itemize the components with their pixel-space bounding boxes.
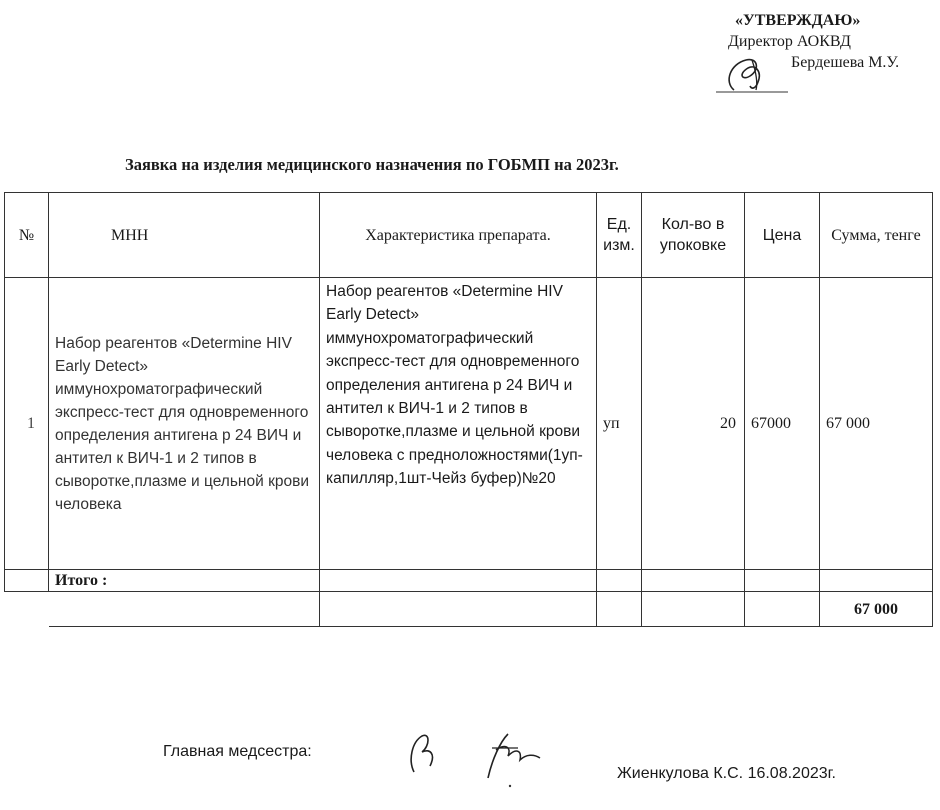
head-nurse-signature bbox=[400, 720, 560, 790]
header-characteristic: Характеристика препарата. bbox=[320, 193, 597, 278]
row-qty: 20 bbox=[642, 278, 745, 570]
total-sum: 67 000 bbox=[820, 592, 933, 627]
total-row bbox=[5, 570, 933, 592]
row-characteristic: Набор реагентов «Determine HIV Early Detect» иммунохроматографический экспресс-тест для одновременного определения антигена р 24 ВИЧ и антител к ВИЧ-1 и 2 типов в сыворотке,плазме и цельной крови человека с предноложностями(1уп-капилляр,1шт-Чейз буфер)№20 bbox=[320, 278, 597, 570]
total-sum-row bbox=[5, 592, 933, 627]
document-title: Заявка на изделия медицинского назначения по ГОБМП на 2023г. bbox=[125, 155, 619, 174]
header-sum: Сумма, тенге bbox=[820, 193, 933, 278]
approval-position: Директор АОКВД bbox=[728, 33, 851, 50]
footer-name-date: Жиенкулова К.С. 16.08.2023г. bbox=[617, 765, 836, 782]
director-signature bbox=[712, 52, 792, 98]
row-num: 1 bbox=[5, 278, 49, 570]
header-num: № bbox=[5, 193, 49, 278]
request-table bbox=[4, 192, 933, 627]
row-unit: уп bbox=[597, 278, 642, 570]
header-price: Цена bbox=[745, 193, 820, 278]
footer-label: Главная медсестра: bbox=[163, 743, 312, 760]
total-label: Итого : bbox=[49, 570, 320, 592]
approval-title: «УТВЕРЖДАЮ» bbox=[735, 12, 861, 29]
table-row bbox=[5, 278, 933, 570]
table-header-row bbox=[5, 193, 933, 278]
row-mnn: Набор реагентов «Determine HIV Early Detect» иммунохроматографический экспресс-тест для одновременного определения антигена р 24 ВИЧ и антител к ВИЧ-1 и 2 типов в сыворотке,плазме и цельной крови человека bbox=[49, 278, 320, 570]
header-unit: Ед. изм. bbox=[597, 193, 642, 278]
header-mnn: МНН bbox=[49, 193, 320, 278]
header-qty: Кол-во в упоковке bbox=[642, 193, 745, 278]
row-sum: 67 000 bbox=[820, 278, 933, 570]
approval-name: Бердешева М.У. bbox=[791, 54, 900, 71]
row-price: 67000 bbox=[745, 278, 820, 570]
